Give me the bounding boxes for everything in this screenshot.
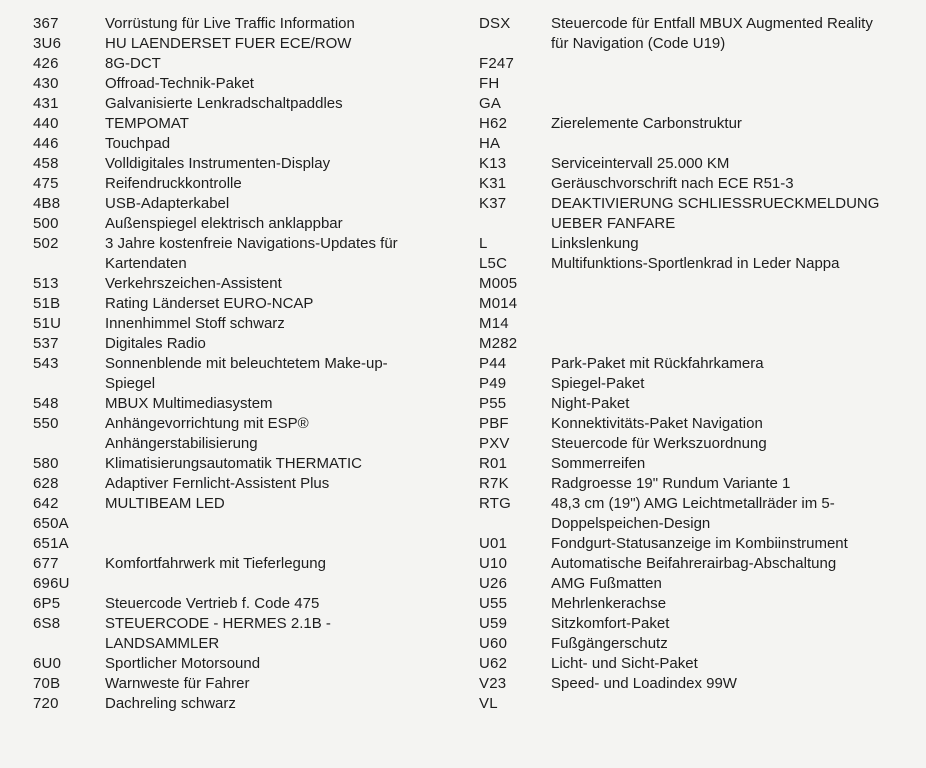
option-description: Sitzkomfort-Paket: [551, 615, 670, 632]
option-description: Mehrlenkerachse: [551, 595, 667, 612]
option-code: 6S8: [33, 615, 61, 632]
option-row: [33, 574, 463, 594]
option-row: [479, 134, 919, 154]
option-description: Licht- und Sicht-Paket: [551, 655, 698, 672]
option-code: 513: [33, 275, 59, 292]
option-row: [33, 334, 463, 354]
option-row: [33, 354, 463, 394]
option-row: [479, 274, 919, 294]
option-code: R01: [479, 455, 508, 472]
option-description: Multifunktions-Sportlenkrad in Leder Nappa: [551, 255, 840, 272]
option-row: [479, 114, 919, 134]
option-code: 51B: [33, 295, 61, 312]
option-row: [479, 494, 919, 534]
option-row: [33, 214, 463, 234]
option-code: M005: [479, 275, 518, 292]
left-column: [33, 14, 463, 714]
option-code: H62: [479, 115, 508, 132]
option-description: Komfortfahrwerk mit Tieferlegung: [105, 555, 326, 572]
option-code: 580: [33, 455, 59, 472]
option-code: 628: [33, 475, 59, 492]
option-row: [33, 174, 463, 194]
option-code: 651A: [33, 535, 69, 552]
option-description: MULTIBEAM LED: [105, 495, 225, 512]
option-code: M282: [479, 335, 518, 352]
option-row: [33, 414, 463, 454]
option-row: [479, 54, 919, 74]
option-row: [33, 594, 463, 614]
option-row: [479, 654, 919, 674]
right-column: [479, 14, 919, 714]
option-row: [33, 494, 463, 514]
option-code: 550: [33, 415, 59, 432]
option-code: U55: [479, 595, 508, 612]
option-code: U10: [479, 555, 508, 572]
option-description: Steuercode Vertrieb f. Code 475: [105, 595, 320, 612]
option-code: 502: [33, 235, 59, 252]
option-row: [33, 394, 463, 414]
option-row: [33, 54, 463, 74]
option-code: 367: [33, 15, 59, 32]
option-code: P55: [479, 395, 507, 412]
option-code: VL: [479, 695, 498, 712]
option-row: [33, 514, 463, 534]
option-row: [479, 314, 919, 334]
option-row: [33, 534, 463, 554]
option-row: [33, 654, 463, 674]
option-row: [479, 194, 919, 234]
option-description: HU LAENDERSET FUER ECE/ROW: [105, 35, 352, 52]
option-code: 720: [33, 695, 59, 712]
option-row: [479, 354, 919, 374]
option-code: 51U: [33, 315, 62, 332]
option-code: 475: [33, 175, 59, 192]
option-description: Verkehrszeichen-Assistent: [105, 275, 282, 292]
option-code: 6U0: [33, 655, 62, 672]
option-description: Volldigitales Instrumenten-Display: [105, 155, 331, 172]
option-code: L: [479, 235, 488, 252]
option-row: [33, 274, 463, 294]
option-description: Innenhimmel Stoff schwarz: [105, 315, 285, 332]
option-code: P44: [479, 355, 507, 372]
option-code: 500: [33, 215, 59, 232]
option-row: [479, 414, 919, 434]
option-description: Rating Länderset EURO-NCAP: [105, 295, 314, 312]
option-code: 6P5: [33, 595, 61, 612]
option-code: GA: [479, 95, 502, 112]
option-description: Automatische Beifahrerairbag-Abschaltung: [551, 555, 837, 572]
option-row: [33, 554, 463, 574]
option-code: RTG: [479, 495, 511, 512]
option-row: [479, 614, 919, 634]
option-code: DSX: [479, 15, 511, 32]
option-row: [33, 614, 463, 654]
option-row: [479, 574, 919, 594]
option-row: [33, 34, 463, 54]
option-description: Klimatisierungsautomatik THERMATIC: [105, 455, 363, 472]
option-row: [479, 634, 919, 654]
option-row: [479, 294, 919, 314]
option-row: [479, 394, 919, 414]
option-row: [479, 594, 919, 614]
option-row: [479, 534, 919, 554]
option-code: M14: [479, 315, 509, 332]
option-description: Zierelemente Carbonstruktur: [551, 115, 742, 132]
option-row: [479, 374, 919, 394]
option-row: [33, 674, 463, 694]
option-row: [479, 14, 919, 54]
option-code: 446: [33, 135, 59, 152]
option-code: 548: [33, 395, 59, 412]
option-description: Night-Paket: [551, 395, 630, 412]
option-description: MBUX Multimediasystem: [105, 395, 273, 412]
option-code: L5C: [479, 255, 508, 272]
option-code: PXV: [479, 435, 510, 452]
option-description: Spiegel-Paket: [551, 375, 645, 392]
option-row: [479, 434, 919, 454]
option-code: V23: [479, 675, 507, 692]
option-code: PBF: [479, 415, 509, 432]
option-code: F247: [479, 55, 514, 72]
option-description: STEUERCODE - HERMES 2.1B - LANDSAMMLER: [105, 615, 331, 652]
option-description: Reifendruckkontrolle: [105, 175, 242, 192]
option-row: [479, 454, 919, 474]
option-row: [479, 94, 919, 114]
option-description: Geräuschvorschrift nach ECE R51-3: [551, 175, 794, 192]
option-row: [33, 14, 463, 34]
option-row: [33, 234, 463, 274]
option-description: Fußgängerschutz: [551, 635, 668, 652]
option-code: 537: [33, 335, 59, 352]
option-description: Serviceintervall 25.000 KM: [551, 155, 730, 172]
option-code: M014: [479, 295, 518, 312]
option-description: Galvanisierte Lenkradschaltpaddles: [105, 95, 343, 112]
option-code: 70B: [33, 675, 61, 692]
option-code: K31: [479, 175, 507, 192]
option-row: [479, 154, 919, 174]
option-code: K13: [479, 155, 507, 172]
option-description: 8G-DCT: [105, 55, 161, 72]
option-description: TEMPOMAT: [105, 115, 189, 132]
option-description: Dachreling schwarz: [105, 695, 236, 712]
option-row: [33, 314, 463, 334]
option-description: Digitales Radio: [105, 335, 206, 352]
option-description: Anhängevorrichtung mit ESP® Anhängerstabilisierung: [105, 415, 309, 452]
option-code: K37: [479, 195, 507, 212]
option-code: U26: [479, 575, 508, 592]
option-code: U62: [479, 655, 508, 672]
option-description: Konnektivitäts-Paket Navigation: [551, 415, 763, 432]
option-row: [479, 694, 919, 714]
option-code: R7K: [479, 475, 509, 492]
option-row: [33, 194, 463, 214]
option-code: U59: [479, 615, 508, 632]
option-description: Steuercode für Werkszuordnung: [551, 435, 767, 452]
option-row: [479, 554, 919, 574]
option-description: Warnweste für Fahrer: [105, 675, 250, 692]
option-row: [33, 294, 463, 314]
option-row: [479, 234, 919, 254]
option-row: [479, 334, 919, 354]
option-description: Radgroesse 19" Rundum Variante 1: [551, 475, 791, 492]
option-code: 430: [33, 75, 59, 92]
option-row: [33, 154, 463, 174]
option-row: [33, 694, 463, 714]
option-row: [33, 74, 463, 94]
option-description: Speed- und Loadindex 99W: [551, 675, 737, 692]
option-description: AMG Fußmatten: [551, 575, 662, 592]
option-code: 426: [33, 55, 59, 72]
option-code: 4B8: [33, 195, 61, 212]
option-code: 696U: [33, 575, 70, 592]
option-code: 543: [33, 355, 59, 372]
option-code: 431: [33, 95, 59, 112]
option-description: Steuercode für Entfall MBUX Augmented Reality für Navigation (Code U19): [551, 15, 873, 52]
option-description: 3 Jahre kostenfreie Navigations-Updates für Kartendaten: [105, 235, 398, 272]
option-description: Vorrüstung für Live Traffic Information: [105, 15, 355, 32]
option-description: Touchpad: [105, 135, 171, 152]
option-row: [33, 134, 463, 154]
option-row: [479, 674, 919, 694]
option-row: [33, 114, 463, 134]
option-code: 677: [33, 555, 59, 572]
option-description: USB-Adapterkabel: [105, 195, 230, 212]
option-description: Park-Paket mit Rückfahrkamera: [551, 355, 764, 372]
option-code: HA: [479, 135, 501, 152]
option-description: Sonnenblende mit beleuchtetem Make-up-Spiegel: [105, 355, 388, 392]
option-description: Adaptiver Fernlicht-Assistent Plus: [105, 475, 330, 492]
option-description: Sommerreifen: [551, 455, 646, 472]
option-code: 650A: [33, 515, 69, 532]
option-description: Sportlicher Motorsound: [105, 655, 261, 672]
option-code: P49: [479, 375, 507, 392]
option-row: [33, 454, 463, 474]
option-code: U01: [479, 535, 508, 552]
option-code: U60: [479, 635, 508, 652]
option-description: Linkslenkung: [551, 235, 639, 252]
option-row: [33, 94, 463, 114]
option-description: Außenspiegel elektrisch anklappbar: [105, 215, 343, 232]
option-description: Fondgurt-Statusanzeige im Kombiinstrument: [551, 535, 848, 552]
option-code: FH: [479, 75, 500, 92]
option-row: [479, 254, 919, 274]
option-code: 642: [33, 495, 59, 512]
option-row: [479, 174, 919, 194]
option-row: [479, 74, 919, 94]
option-row: [33, 474, 463, 494]
option-code: 458: [33, 155, 59, 172]
option-description: 48,3 cm (19") AMG Leichtmetallräder im 5-Doppelspeichen-Design: [551, 495, 835, 532]
option-code: 3U6: [33, 35, 62, 52]
option-description: Offroad-Technik-Paket: [105, 75, 254, 92]
option-row: [479, 474, 919, 494]
option-description: DEAKTIVIERUNG SCHLIESSRUECKMELDUNG UEBER FANFARE: [551, 195, 880, 232]
option-code: 440: [33, 115, 59, 132]
